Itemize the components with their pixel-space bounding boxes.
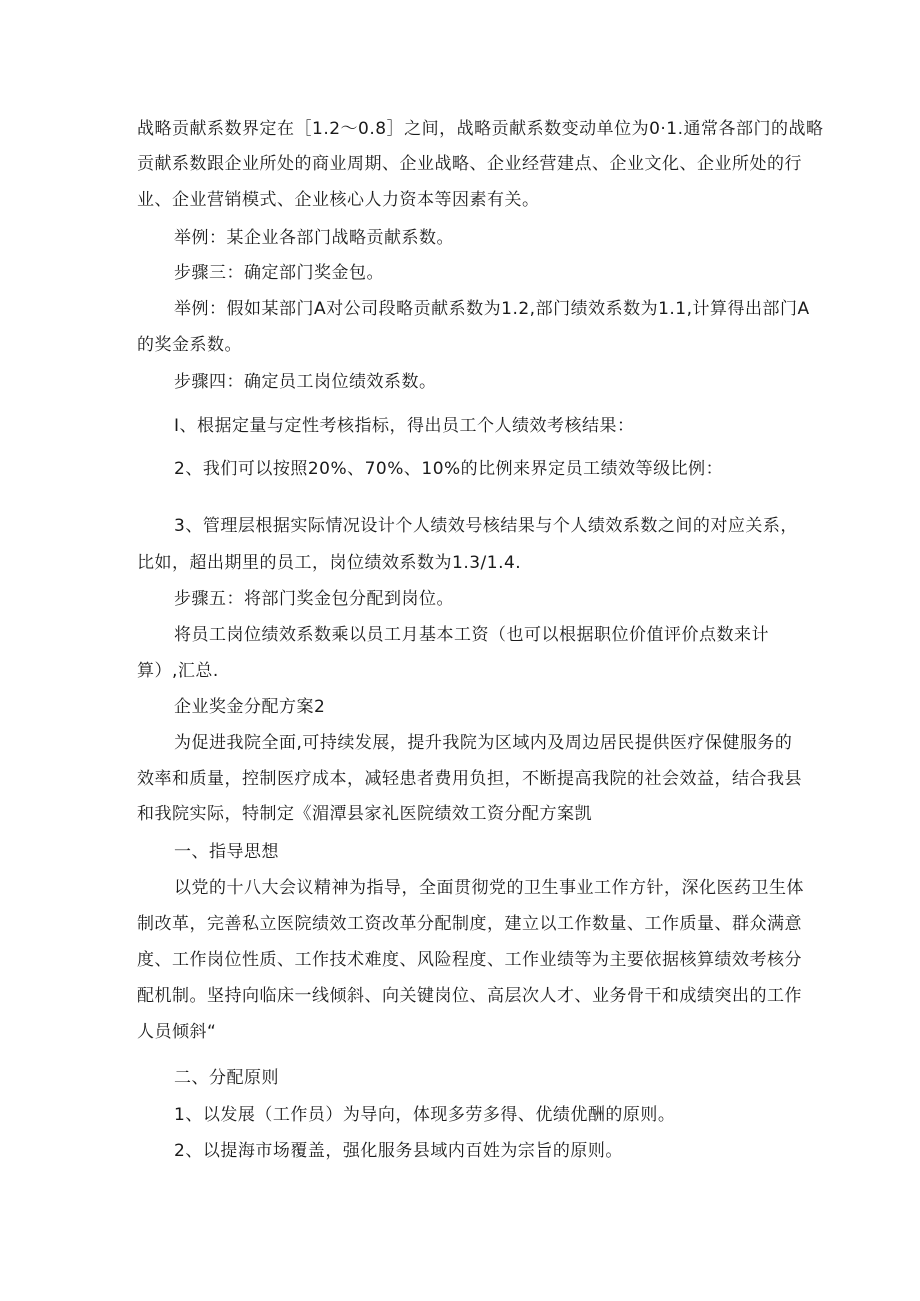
- step-heading: 步骤四：确定员工岗位绩效系数。: [174, 372, 437, 392]
- paragraph-line: 算）,汇总.: [137, 661, 219, 681]
- paragraph-line: 举例：假如某部门A对公司段略贡献系数为1.2,部门绩效系数为1.1,计算得出部门A: [174, 299, 810, 319]
- paragraph-line: 效率和质量，控制医疗成本，减轻患者费用负担，不断提高我院的社会效益，结合我县: [137, 769, 802, 789]
- list-item: 2、我们可以按照20%、70%、10%的比例来界定员工绩效等级比例：: [174, 459, 724, 479]
- step-heading: 步骤五：将部门奖金包分配到岗位。: [174, 589, 454, 609]
- paragraph-line: 制改革，完善私立医院绩效工资改革分配制度，建立以工作数量、工作质量、群众满意: [137, 914, 802, 934]
- paragraph-line: 比如，超出期里的员工，岗位绩效系数为1.3/1.4.: [137, 553, 522, 573]
- paragraph-line: 人员倾斜“: [137, 1022, 217, 1042]
- list-item: 2、以提海市场覆盖，强化服务县域内百姓为宗旨的原则。: [174, 1141, 623, 1161]
- list-item: 1、以发展（工作员）为导向，体现多劳多得、优绩优酬的原则。: [174, 1105, 676, 1125]
- paragraph-line: 以党的十八大会议精神为指导，全面贯彻党的卫生事业工作方针，深化医药卫生体: [174, 878, 804, 898]
- paragraph-line: 配机制。坚持向临床一线倾斜、向关键岗位、高层次人才、业务骨干和成绩突出的工作: [137, 986, 802, 1006]
- paragraph-line: 度、工作岗位性质、工作技术难度、风险程度、工作业绩等为主要依据核算绩效考核分: [137, 950, 802, 970]
- list-item: I、根据定量与定性考核指标，得出员工个人绩效考核结果：: [174, 416, 635, 436]
- paragraph-line: 贡献系数跟企业所处的商业周期、企业战略、企业经营建点、企业文化、企业所处的行: [137, 154, 802, 174]
- paragraph-line: 和我院实际，特制定《湄潭县家礼医院绩效工资分配方案凯: [137, 804, 592, 824]
- list-item: 3、管理层根据实际情况设计个人绩效号核结果与个人绩效系数之间的对应关系，: [174, 516, 798, 536]
- paragraph-line: 的奖金系数。: [137, 335, 242, 355]
- section-heading: 一、指导思想: [174, 842, 279, 862]
- section-title: 企业奖金分配方案2: [174, 697, 326, 717]
- paragraph-line: 将员工岗位绩效系数乘以员工月基本工资（也可以根据职位价值评价点数来计: [174, 625, 769, 645]
- section-heading: 二、分配原则: [174, 1068, 279, 1088]
- step-heading: 步骤三：确定部门奖金包。: [174, 263, 384, 283]
- paragraph-line: 为促进我院全面,可持续发展，提升我院为区域内及周边居民提供医疗保健服务的: [174, 733, 793, 753]
- paragraph-line: 业、企业营销模式、企业核心人力资本等因素有关。: [137, 190, 540, 210]
- paragraph-line: 战略贡献系数界定在［1.2～0.8］之间，战略贡献系数变动单位为0·1.通常各部门的战略: [137, 119, 824, 139]
- paragraph-line: 举例：某企业各部门战略贡献系数。: [174, 228, 454, 248]
